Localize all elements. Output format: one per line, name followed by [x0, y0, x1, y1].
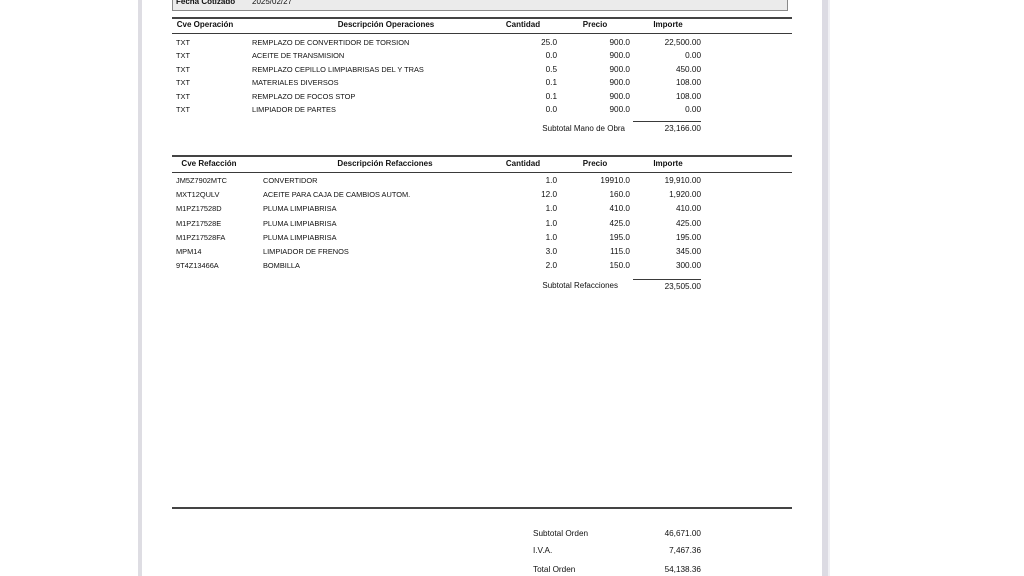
- subtotal-mano-obra-value: 23,166.00: [664, 124, 701, 133]
- operaciones-cell-cve: TXT: [176, 64, 190, 74]
- operaciones-header-rule: [172, 33, 792, 34]
- operaciones-cell-cve: TXT: [176, 51, 190, 61]
- totals-top-rule: [172, 507, 792, 509]
- refacciones-cell-importe: 19,910.00: [664, 176, 701, 185]
- fecha-cotizado-value: 2025/02/27: [252, 0, 293, 6]
- operaciones-cell-precio: 900.0: [609, 78, 630, 88]
- operaciones-cell-precio: 900.0: [609, 105, 630, 114]
- refacciones-cell-desc: ACEITE PARA CAJA DE CAMBIOS AUTOM.: [263, 190, 411, 200]
- refacciones-cell-cantidad: 3.0: [545, 247, 557, 256]
- refacciones-cell-desc: LIMPIADOR DE FRENOS: [263, 247, 349, 256]
- total-orden-value: 54,138.36: [664, 565, 701, 574]
- refacciones-cell-precio: 19910.0: [600, 176, 630, 185]
- operaciones-cell-cantidad: 0.0: [545, 105, 557, 114]
- operaciones-top-rule: [172, 17, 792, 19]
- refacciones-top-rule: [172, 155, 792, 157]
- operaciones-cell-importe: 108.00: [675, 78, 701, 88]
- refacciones-cell-desc: PLUMA LIMPIABRISA: [263, 218, 337, 228]
- refacciones-cell-precio: 150.0: [609, 261, 630, 271]
- refacciones-cell-precio: 160.0: [609, 190, 630, 200]
- operaciones-cell-importe: 0.00: [685, 51, 701, 61]
- operaciones-cell-importe: 22,500.00: [664, 38, 701, 47]
- refacciones-cell-desc: PLUMA LIMPIABRISA: [263, 204, 337, 214]
- refacciones-cell-importe: 195.00: [675, 232, 701, 242]
- refacciones-cell-precio: 195.0: [609, 232, 630, 242]
- operaciones-cell-cve: TXT: [176, 38, 190, 47]
- refacciones-cell-cve: MXT12QULV: [176, 190, 220, 200]
- viewer-right-edge-highlight: [828, 0, 830, 576]
- refacciones-cell-cantidad: 2.0: [545, 261, 557, 271]
- col-cve-refaccion: Cve Refacción: [181, 159, 237, 168]
- col-descripcion-refacciones: Descripción Refacciones: [337, 159, 433, 168]
- col-cantidad-ref: Cantidad: [505, 159, 541, 168]
- refacciones-cell-precio: 425.0: [609, 218, 630, 228]
- refacciones-cell-cantidad: 1.0: [545, 218, 557, 228]
- operaciones-cell-cantidad: 0.5: [545, 64, 557, 74]
- operaciones-cell-precio: 900.0: [609, 91, 630, 101]
- refacciones-cell-cve: MPM14: [176, 247, 202, 256]
- refacciones-cell-desc: CONVERTIDOR: [263, 176, 318, 185]
- refacciones-cell-cve: M1PZ17528D: [176, 204, 222, 214]
- refacciones-cell-precio: 115.0: [610, 247, 630, 256]
- col-cve-operacion: Cve Operación: [176, 20, 234, 29]
- total-orden-label: Total Orden: [533, 565, 576, 574]
- operaciones-cell-desc: LIMPIADOR DE PARTES: [252, 105, 336, 114]
- col-importe-ref: Importe: [653, 159, 683, 168]
- refacciones-header-rule: [172, 172, 792, 173]
- col-descripcion-operaciones: Descripción Operaciones: [337, 20, 435, 29]
- subtotal-mano-obra-rule: [633, 121, 701, 122]
- operaciones-cell-desc: REMPLAZO DE CONVERTIDOR DE TORSION: [252, 38, 410, 47]
- col-precio: Precio: [582, 20, 608, 29]
- subtotal-orden-value: 46,671.00: [664, 529, 701, 538]
- iva-label: I.V.A.: [533, 546, 553, 555]
- operaciones-cell-cantidad: 0.1: [545, 91, 557, 101]
- operaciones-cell-importe: 450.00: [675, 64, 701, 74]
- refacciones-cell-cve: JM5Z7902MTC: [176, 176, 227, 185]
- operaciones-cell-cantidad: 0.0: [545, 51, 557, 61]
- fecha-cotizado-label: Fecha Cotizado: [176, 0, 236, 6]
- refacciones-cell-importe: 300.00: [675, 261, 701, 271]
- refacciones-cell-cantidad: 1.0: [545, 232, 557, 242]
- refacciones-cell-cve: M1PZ17528FA: [176, 232, 226, 242]
- refacciones-cell-cve: M1PZ17528E: [176, 218, 222, 228]
- operaciones-cell-cantidad: 25.0: [541, 38, 557, 47]
- operaciones-cell-precio: 900.0: [609, 64, 630, 74]
- operaciones-cell-precio: 900.0: [609, 51, 630, 61]
- operaciones-cell-desc: REMPLAZO CEPILLO LIMPIABRISAS DEL Y TRAS: [252, 64, 424, 74]
- subtotal-refacciones-label: Subtotal Refacciones: [542, 281, 618, 290]
- col-cantidad: Cantidad: [505, 20, 541, 29]
- subtotal-mano-obra-label: Subtotal Mano de Obra: [542, 124, 625, 133]
- operaciones-cell-cve: TXT: [176, 78, 190, 88]
- operaciones-cell-cantidad: 0.1: [545, 78, 557, 88]
- operaciones-cell-cve: TXT: [176, 105, 190, 114]
- refacciones-cell-desc: BOMBILLA: [263, 261, 300, 271]
- refacciones-cell-cantidad: 1.0: [545, 204, 557, 214]
- subtotal-refacciones-rule: [633, 279, 701, 280]
- col-precio-ref: Precio: [582, 159, 608, 168]
- operaciones-cell-precio: 900.0: [609, 38, 630, 47]
- refacciones-cell-importe: 1,920.00: [669, 190, 701, 200]
- refacciones-cell-importe: 345.00: [675, 247, 701, 256]
- refacciones-cell-cantidad: 12.0: [541, 190, 557, 200]
- operaciones-cell-desc: REMPLAZO DE FOCOS STOP: [252, 91, 356, 101]
- document-page: [142, 0, 822, 576]
- refacciones-cell-importe: 410.00: [675, 204, 701, 214]
- subtotal-orden-label: Subtotal Orden: [533, 529, 589, 538]
- operaciones-cell-cve: TXT: [176, 91, 190, 101]
- operaciones-cell-importe: 0.00: [685, 105, 701, 114]
- refacciones-cell-desc: PLUMA LIMPIABRISA: [263, 232, 337, 242]
- refacciones-cell-cve: 9T4Z13466A: [176, 261, 219, 271]
- operaciones-cell-desc: ACEITE DE TRANSMISION: [252, 51, 345, 61]
- subtotal-refacciones-value: 23,505.00: [664, 282, 701, 291]
- operaciones-cell-desc: MATERIALES DIVERSOS: [252, 78, 339, 88]
- refacciones-cell-importe: 425.00: [675, 218, 701, 228]
- iva-value: 7,467.36: [669, 546, 701, 555]
- refacciones-cell-precio: 410.0: [609, 204, 630, 214]
- operaciones-cell-importe: 108.00: [675, 91, 701, 101]
- refacciones-cell-cantidad: 1.0: [545, 176, 557, 185]
- col-importe: Importe: [653, 20, 683, 29]
